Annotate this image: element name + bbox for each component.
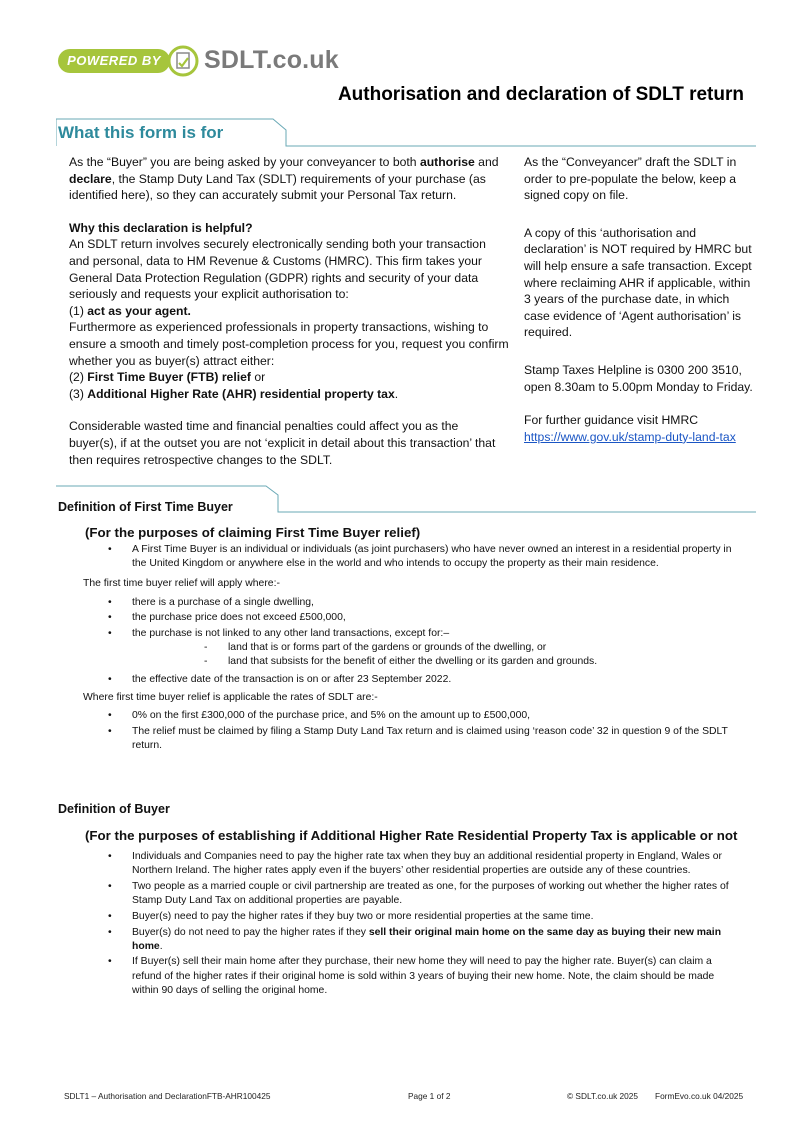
ftb-condition-item: • the purchase price does not exceed £500,000,: [108, 612, 346, 624]
buyer-subheading: (For the purposes of establishing if Additional Higher Rate Residential Property Tax is applicable or not: [85, 828, 738, 843]
buyer-bullet: • If Buyer(s) sell their main home after they purchase, their new home they will need to pay the higher rate. Buyer(s) can claim a refund of the higher rates if their original home is sold within 3 years of buying their new home. Note, the claim should be made within 90 days of selling the original home.: [108, 956, 715, 996]
ftb-rates-list: [85, 709, 735, 754]
footer-form-ref: SDLT1 – Authorisation and DeclarationFTB-AHR100425: [64, 1091, 271, 1101]
ftb-condition-item: • there is a purchase of a single dwelling,: [108, 596, 314, 608]
helpline-note: Stamp Taxes Helpline is 0300 200 3510, open 8.30am to 5.00pm Monday to Friday.: [524, 362, 753, 394]
footer-page-number: Page 1 of 2: [408, 1091, 451, 1101]
intro-paragraph: As the “Buyer” you are being asked by your conveyancer to both authorise and declare, the Stamp Duty Land Tax (SDLT) requirements of your purchase (as identified here), so they can accurately submit your Personal Tax return.: [69, 155, 499, 203]
why-body: An SDLT return involves securely electronically sending both your transaction and personal, data to HM Revenue & Customs (HMRC). This firm takes your General Data Protection Regulation (GDPR) rights and security of your data seriously and requests your explicit authorisation to:: [69, 237, 486, 302]
ftb-conditions-list: [85, 596, 735, 687]
brand-name: SDLT.co.uk: [204, 46, 339, 74]
ftb-applies-intro: The first time buyer relief will apply where:-: [83, 578, 280, 590]
penalties-paragraph: Considerable wasted time and financial penalties could affect you as the buyer(s), if at the outset you are not ‘explicit in detail about this transaction’ that then requires retrospective changes to the SDLT.: [69, 419, 496, 467]
why-heading: Why this declaration is helpful?: [69, 220, 253, 235]
form-purpose-right-column: [524, 154, 756, 445]
buyer-bullet: • Two people as a married couple or civil partnership are treated as one, for the purposes of working out whether the higher rates of Stamp Duty Land Tax on additional properties are payable.: [108, 880, 729, 907]
ftb-definition-bullet: • A First Time Buyer is an individual or individuals (as joint purchasers) who have never owned an interest in a residential property in the United Kingdom or anywhere else in the world and who intends to occupy the property as their main residence.: [108, 544, 732, 570]
further-paragraph: Furthermore as experienced professionals in property transactions, wishing to ensure a smooth and timely post-completion process for you, request you confirm whether you as buyer(s) attract either:: [69, 320, 509, 368]
document-title: Authorisation and declaration of SDLT return: [337, 84, 744, 105]
section-heading-form-purpose: What this form is for: [58, 123, 224, 142]
buyer-section-body: [85, 850, 735, 998]
ftb-rates-intro: Where first time buyer relief is applicable the rates of SDLT are:-: [83, 691, 378, 703]
ftb-condition-item: • the effective date of the transaction is on or after 23 September 2022.: [108, 673, 452, 685]
ftb-condition-item: • the purchase is not linked to any other land transactions, except for:–: [108, 628, 450, 640]
section-tab-line: [56, 116, 756, 148]
buyer-bullet: • Individuals and Companies need to pay the higher rate tax when they buy an additional residential property in England, Wales or Northern Ireland. The higher rates apply even if the buyers’ other residential properties are outside any of these countries.: [108, 851, 722, 877]
ftb-definition-heading: Definition of First Time Buyer: [58, 500, 233, 514]
ftb-section-body: [85, 543, 735, 754]
item-act-as-agent: (1) act as your agent.: [69, 303, 191, 318]
powered-by-badge: POWERED BY: [58, 49, 170, 73]
footer-formevo: FormEvo.co.uk 04/2025: [655, 1091, 744, 1101]
ftb-exception-item: - land that subsists for the benefit of either the dwelling or its garden and grounds.: [204, 656, 598, 668]
guidance-note: For further guidance visit HMRC: [524, 413, 699, 428]
form-purpose-left-column: [69, 154, 509, 468]
ftb-rate-item: • 0% on the first £300,000 of the purchase price, and 5% on the amount up to £500,000,: [108, 710, 531, 722]
ftb-exception-item: - land that is or forms part of the gardens or grounds of the dwelling, or: [204, 642, 547, 654]
buyer-definition-heading: Definition of Buyer: [58, 802, 170, 816]
conveyancer-note: As the “Conveyancer” draft the SDLT in order to pre-populate the below, keep a signed copy on file.: [524, 155, 737, 203]
item-ftb-relief: (2) First Time Buyer (FTB) relief or: [69, 370, 266, 385]
sdlt-logo-icon: [166, 44, 200, 78]
ftb-rate-item: • The relief must be claimed by filing a Stamp Duty Land Tax return and is claimed using ‘reason code’ 32 in question 9 of the SDLT return.: [108, 726, 728, 752]
hmrc-link-wrap: [524, 429, 756, 446]
item-ahr-tax: (3) Additional Higher Rate (AHR) residential property tax.: [69, 386, 399, 401]
hmrc-guidance-link[interactable]: https://www.gov.uk/stamp-duty-land-tax: [524, 429, 736, 444]
buyer-bullet: • Buyer(s) need to pay the higher rates if they buy two or more residential properties at the same time.: [108, 910, 594, 922]
copy-note: A copy of this ‘authorisation and declaration’ is NOT required by HMRC but will help ensure a safe transaction. Except where reclaiming AHR if applicable, within 3 years of the purchase date, in which case evidence of ‘Agent authorisation’ is required.: [524, 225, 752, 340]
ftb-subheading: (For the purposes of claiming First Time Buyer relief): [85, 525, 421, 540]
buyer-bullet: • Buyer(s) do not need to pay the higher rates if they sell their original main home on the same day as buying their new main home.: [108, 926, 722, 952]
footer-copyright: © SDLT.co.uk 2025: [567, 1091, 638, 1101]
